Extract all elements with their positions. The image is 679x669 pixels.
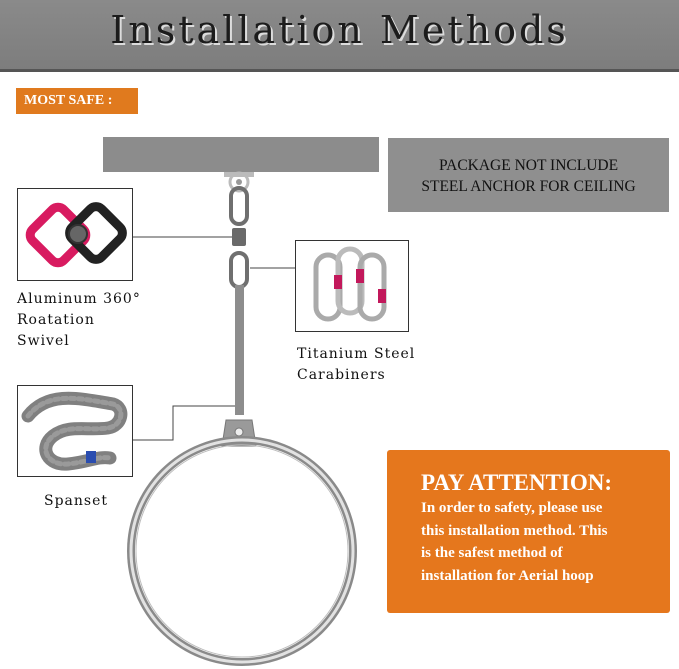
attention-title: PAY ATTENTION: xyxy=(421,470,613,495)
most-safe-badge: MOST SAFE : xyxy=(16,88,138,114)
spanset-label: Spanset xyxy=(44,493,109,509)
spanset-icon xyxy=(18,386,132,476)
carabiner-icon xyxy=(296,241,408,331)
lower-carabiner xyxy=(231,253,247,287)
spanset-connector-line xyxy=(133,406,238,440)
top-chain-link xyxy=(231,188,247,224)
page-title: Installation Methods xyxy=(110,8,569,52)
aerial-hoop-icon xyxy=(131,440,353,662)
carabiners-label: Titanium Steel Carabiners xyxy=(297,346,416,383)
swivel-image-box xyxy=(17,188,133,281)
package-note-line2: STEEL ANCHOR FOR CEILING xyxy=(421,178,636,195)
swivel-icon xyxy=(18,189,132,280)
attention-body: In order to safety, please use this installation method. This is the safest method of installation for Aerial hoop xyxy=(421,500,608,584)
attention-panel xyxy=(387,450,670,613)
carabiners-image-box xyxy=(295,240,409,332)
package-note-line1: PACKAGE NOT INCLUDE xyxy=(438,157,619,174)
swivel-label: Aluminum 360° Roatation Swivel xyxy=(17,291,141,349)
spanset-strap xyxy=(235,285,244,415)
spanset-image-box xyxy=(17,385,133,477)
swivel-block xyxy=(232,228,246,246)
